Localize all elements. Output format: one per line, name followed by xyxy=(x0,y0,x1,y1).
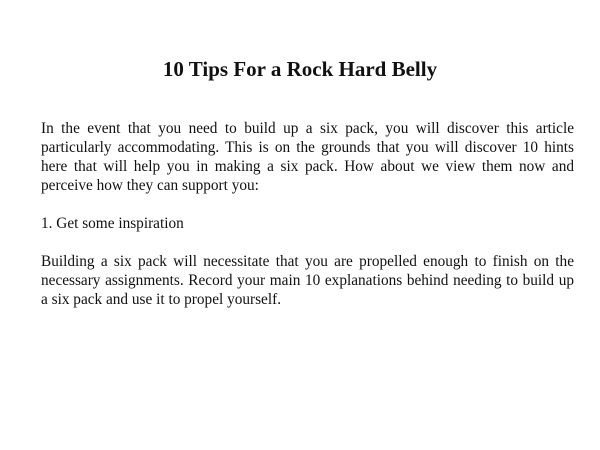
document-title: 10 Tips For a Rock Hard Belly xyxy=(162,57,438,81)
intro-paragraph: In the event that you need to build up a six pack, you will discover this article particularly accommodating. This is on the grounds that you will discover 10 hints here that will help you in making a six pack. How about we view them now and perceive how they can support you: xyxy=(41,120,574,194)
tip-heading: 1. Get some inspiration xyxy=(41,215,184,232)
tip-paragraph: Building a six pack will necessitate that you are propelled enough to finish on the necessary assignments. Record your main 10 explanations behind needing to build up a six pack and use it to propel yourself. xyxy=(41,253,574,308)
document-body xyxy=(41,119,574,309)
